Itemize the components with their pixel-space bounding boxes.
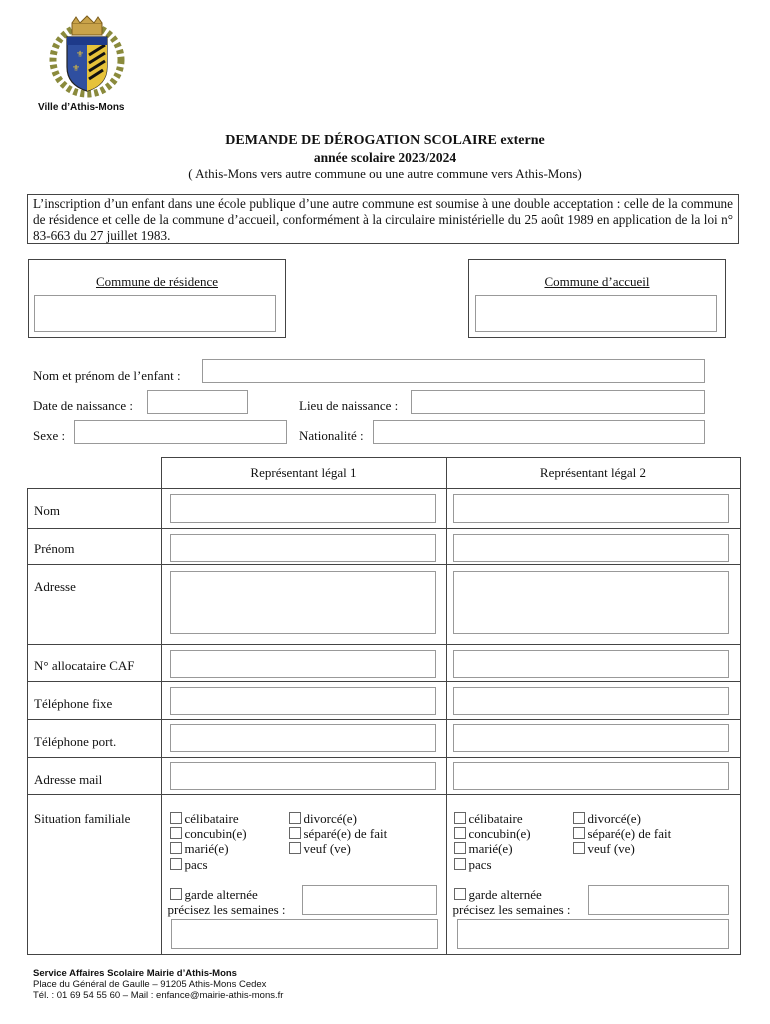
rep1-option-divorce[interactable]: divorcé(e) xyxy=(289,811,357,827)
child-name-label: Nom et prénom de l’enfant : xyxy=(33,368,181,383)
commune-residence-label: Commune de résidence xyxy=(95,274,218,289)
rep1-nom-input[interactable] xyxy=(170,494,436,523)
rep1-garde-input[interactable] xyxy=(302,885,437,915)
rep2-semaines-label: précisez les semaines : xyxy=(452,902,571,917)
checkbox-icon[interactable] xyxy=(454,858,466,870)
birthdate-input[interactable] xyxy=(147,390,248,414)
rep1-adresse-input[interactable] xyxy=(170,571,436,634)
rep2-option-marie[interactable]: marié(e) xyxy=(454,841,513,857)
rep1-caf-input[interactable] xyxy=(170,650,436,678)
sex-label: Sexe : xyxy=(33,428,66,443)
page-title: DEMANDE DE DÉROGATION SCOLAIRE externe xyxy=(225,133,545,148)
rep2-email-input[interactable] xyxy=(453,762,729,790)
page-subtitle: ( Athis-Mons vers autre commune ou une autre commune vers Athis-Mons) xyxy=(188,166,582,181)
city-name-caption: Ville d’Athis-Mons xyxy=(38,102,125,113)
rep1-option-marie[interactable]: marié(e) xyxy=(170,841,229,857)
rep2-semaines-input[interactable] xyxy=(457,919,729,949)
checkbox-icon[interactable] xyxy=(573,827,585,839)
rep1-email-input[interactable] xyxy=(170,762,436,790)
rep2-header: Représentant légal 2 xyxy=(446,458,740,489)
checkbox-icon[interactable] xyxy=(289,842,301,854)
rep2-situation-cell xyxy=(446,795,740,955)
rep1-telephone-fixe-input[interactable] xyxy=(170,687,436,715)
rep1-semaines-input[interactable] xyxy=(171,919,438,949)
commune-accueil-box xyxy=(468,259,726,338)
checkbox-icon[interactable] xyxy=(573,842,585,854)
rep2-telephone-fixe-input[interactable] xyxy=(453,687,729,715)
rep2-option-divorce[interactable]: divorcé(e) xyxy=(573,811,641,827)
row-label-telephone-port: Téléphone port. xyxy=(34,734,117,749)
rep2-nom-input[interactable] xyxy=(453,494,729,523)
rep1-telephone-port-input[interactable] xyxy=(170,724,436,752)
city-coat-of-arms xyxy=(45,15,130,100)
legal-representatives-table xyxy=(27,457,741,955)
row-label-telephone-fixe: Téléphone fixe xyxy=(34,696,113,711)
row-label-caf: N° allocataire CAF xyxy=(34,658,135,673)
checkbox-icon[interactable] xyxy=(170,888,182,900)
rep2-caf-input[interactable] xyxy=(453,650,729,678)
birthplace-input[interactable] xyxy=(411,390,705,414)
commune-residence-input[interactable] xyxy=(34,295,276,332)
birthdate-label: Date de naissance : xyxy=(33,398,133,413)
rep1-header: Représentant légal 1 xyxy=(161,458,446,489)
rep2-prenom-input[interactable] xyxy=(453,534,729,562)
svg-text:⚜: ⚜ xyxy=(72,64,81,74)
checkbox-icon[interactable] xyxy=(289,827,301,839)
row-label-prenom: Prénom xyxy=(34,541,75,556)
rep2-telephone-port-input[interactable] xyxy=(453,724,729,752)
svg-text:⚜: ⚜ xyxy=(76,50,85,60)
commune-residence-box xyxy=(28,259,286,338)
rep1-option-celibataire[interactable]: célibataire xyxy=(170,811,239,827)
rep1-option-pacs[interactable]: pacs xyxy=(170,857,208,873)
rep2-adresse-input[interactable] xyxy=(453,571,729,634)
sex-input[interactable] xyxy=(74,420,287,444)
rep1-semaines-label: précisez les semaines : xyxy=(167,902,286,917)
school-year: année scolaire 2023/2024 xyxy=(313,150,457,165)
intro-text: L’inscription d’un enfant dans une école publique d’une autre commune est soumise à une double acceptation : celle de la commune de résidence et celle de la commune d’accueil, conformément à la circulaire ministérielle du 25 août 1989 en application de la loi n° 83-663 du 27 juillet 1983. xyxy=(27,194,739,244)
rep2-option-concubin[interactable]: concubin(e) xyxy=(454,826,531,842)
row-label-adresse: Adresse xyxy=(34,579,76,594)
rep2-option-pacs[interactable]: pacs xyxy=(454,857,492,873)
rep2-option-celibataire[interactable]: célibataire xyxy=(454,811,523,827)
nationality-input[interactable] xyxy=(373,420,705,444)
birthplace-label: Lieu de naissance : xyxy=(299,398,399,413)
commune-accueil-label: Commune d’accueil xyxy=(544,274,650,289)
checkbox-icon[interactable] xyxy=(170,858,182,870)
footer-address: Place du Général de Gaulle – 91205 Athis-Mons Cedex xyxy=(33,979,267,990)
checkbox-icon[interactable] xyxy=(170,842,182,854)
rep2-option-veuf[interactable]: veuf (ve) xyxy=(573,841,635,857)
row-label-adresse-mail: Adresse mail xyxy=(34,772,103,787)
rep1-option-separe[interactable]: séparé(e) de fait xyxy=(289,826,388,842)
row-label-nom: Nom xyxy=(34,503,60,518)
footer-contact: Tél. : 01 69 54 55 60 – Mail : enfance@mairie-athis-mons.fr xyxy=(33,990,284,1001)
rep2-option-garde-alternee[interactable]: garde alternée xyxy=(454,887,542,903)
checkbox-icon[interactable] xyxy=(170,827,182,839)
rep1-prenom-input[interactable] xyxy=(170,534,436,562)
rep1-situation-cell xyxy=(161,795,446,955)
nationality-label: Nationalité : xyxy=(299,428,364,443)
checkbox-icon[interactable] xyxy=(454,827,466,839)
rep1-option-concubin[interactable]: concubin(e) xyxy=(170,826,247,842)
child-name-input[interactable] xyxy=(202,359,705,383)
checkbox-icon[interactable] xyxy=(289,812,301,824)
footer-service: Service Affaires Scolaire Mairie d’Athis-Mons xyxy=(33,968,237,979)
row-label-situation-familiale: Situation familiale xyxy=(34,811,131,826)
checkbox-icon[interactable] xyxy=(454,812,466,824)
rep2-option-separe[interactable]: séparé(e) de fait xyxy=(573,826,672,842)
checkbox-icon[interactable] xyxy=(454,842,466,854)
rep2-garde-input[interactable] xyxy=(588,885,729,915)
checkbox-icon[interactable] xyxy=(573,812,585,824)
checkbox-icon[interactable] xyxy=(170,812,182,824)
rep1-option-veuf[interactable]: veuf (ve) xyxy=(289,841,351,857)
commune-accueil-input[interactable] xyxy=(475,295,717,332)
rep1-option-garde-alternee[interactable]: garde alternée xyxy=(170,887,258,903)
checkbox-icon[interactable] xyxy=(454,888,466,900)
